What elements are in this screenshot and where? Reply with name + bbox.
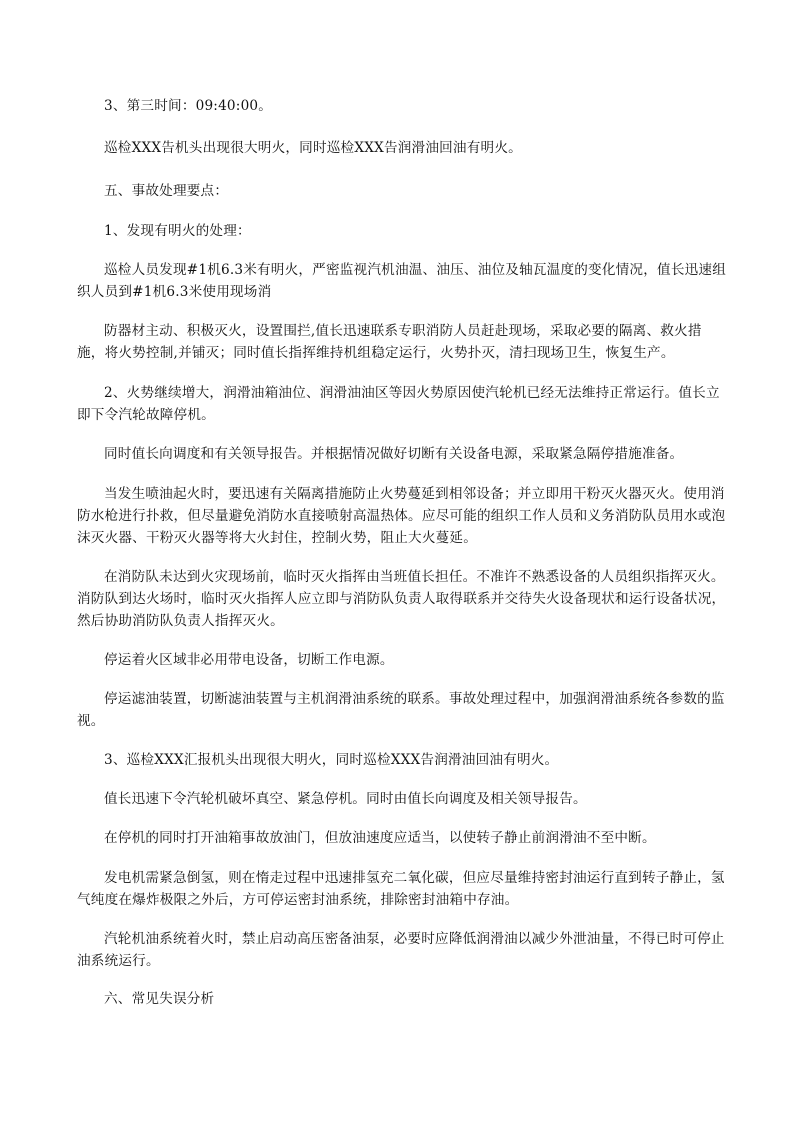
section-heading-5: 五、事故处理要点： xyxy=(104,183,229,199)
paragraph-report-dispatch: 同时值长向调度和有关领导报告。并根据情况做好切断有关设备电源，采取紧急隔停措施准备。 xyxy=(104,446,684,462)
paragraph-hydrogen: 发电机需紧急倒氢，则在惰走过程中迅速排氢充二氧化碳，但应尽量维持密封油运行直到转子静止，氢气纯度在爆炸极限之外后，方可停运密封油系统，排除密封油箱中存油。 xyxy=(77,870,725,908)
paragraph-fire-spreads: 2、火势继续增大，润滑油箱油位、润滑油油区等因火势原因使汽轮机已经无法维持正常运行。值长立即下令汽轮故障停机。 xyxy=(77,385,720,423)
paragraph-third-time: 3、第三时间：09:40:00。 xyxy=(104,98,273,114)
paragraph-oil-system-fire: 汽轮机油系统着火时，禁止启动高压密备油泵，必要时应降低润滑油以减少外泄油量，不得已时可停止油系统运行。 xyxy=(77,931,725,969)
paragraph-drain-valve: 在停机的同时打开油箱事故放油门，但放油速度应适当，以使转子静止前润滑油不至中断。 xyxy=(104,830,656,846)
paragraph-fire-brigade: 在消防队未达到火灾现场前，临时灭火指挥由当班值长担任。不准许不熟悉设备的人员组织指挥灭火。消防队到达火场时，临时灭火指挥人应立即与消防队负责人取得联系并交待失火设备现状和运行设备状况，然后协助消防队负责人指挥灭火。 xyxy=(77,569,726,629)
paragraph-fire-report: 巡检XXX告机头出现很大明火，同时巡检XXX告润滑油回油有明火。 xyxy=(104,140,522,156)
paragraph-third-report: 3、巡检XXX汇报机头出现很大明火，同时巡检XXX告润滑油回油有明火。 xyxy=(104,752,559,768)
paragraph-stop-equipment: 停运着火区域非必用带电设备，切断工作电源。 xyxy=(104,652,394,668)
section-heading-6: 六、常见失误分析 xyxy=(104,991,215,1007)
paragraph-oil-spray: 当发生喷油起火时，要迅速有关隔离措施防止火势蔓延到相邻设备；并立即用干粉灭火器灭火。使用消防水枪进行扑救，但尽量避免消防水直接喷射高温热体。应尽可能的组织工作人员和义务消防队员用水或泡沫灭火器、干粉灭火器等将大火封住，控制火势，阻止大火蔓延。 xyxy=(77,486,726,546)
paragraph-emergency-stop: 值长迅速下令汽轮机破坏真空、紧急停机。同时由值长向调度及相关领导报告。 xyxy=(104,791,587,807)
paragraph-stop-filter: 停运滤油装置，切断滤油装置与主机润滑油系统的联系。事故处理过程中，加强润滑油系统各参数的监视。 xyxy=(77,691,725,729)
paragraph-fire-equipment: 防器材主动、积极灭火，设置围拦,值长迅速联系专职消防人员赶赴现场，采取必要的隔离、救火措施，将火势控制,并铺灭；同时值长指挥维持机组稳定运行，火势扑灭，清扫现场卫生，恢复生产。 xyxy=(77,323,702,361)
subheading-open-fire: 1、发现有明火的处理： xyxy=(104,223,251,239)
paragraph-patrol-found: 巡检人员发现#1机6.3米有明火，严密监视汽机油温、油压、油位及轴瓦温度的变化情况，值长迅速组织人员到#1机6.3米使用现场消 xyxy=(77,262,726,300)
